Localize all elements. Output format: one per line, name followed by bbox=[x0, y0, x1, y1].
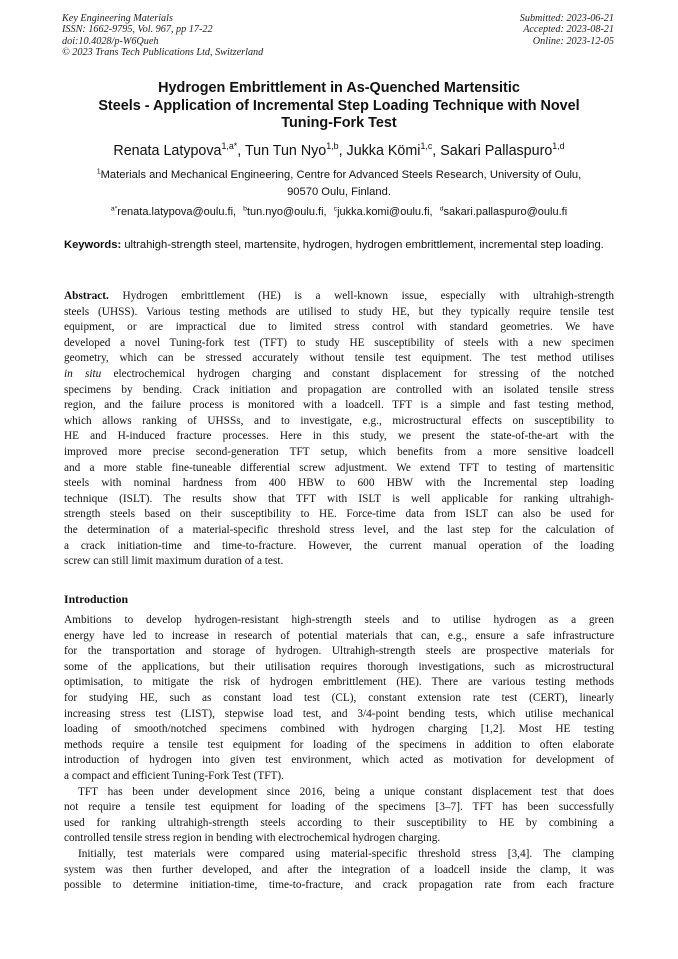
intro-line: Ambitions to develop hydrogen-resistant high-strength steels and to utilise hydrogen as a green bbox=[64, 614, 614, 626]
section-heading-introduction: Introduction bbox=[64, 592, 129, 606]
abstract-line: region, and the failure process is monitored with a loadcell. TFT is a simple and fast testing method, bbox=[64, 399, 614, 412]
email-entry[interactable] bbox=[111, 206, 236, 218]
abstract-line: developed a novel Tuning-fork test (TFT) to study HE susceptibility of steels with a new specimen bbox=[64, 336, 614, 349]
keywords-label: Keywords: bbox=[64, 239, 122, 251]
keywords bbox=[64, 238, 614, 254]
author-name: Tun Tun Nyo bbox=[244, 143, 327, 159]
author-separator: , bbox=[338, 143, 347, 159]
abstract-line-text: Hydrogen embrittlement (HE) is a well-known issue, especially with ultrahigh-strength bbox=[108, 290, 614, 302]
email-entry[interactable] bbox=[334, 206, 433, 218]
author-name: Sakari Pallaspuro bbox=[440, 143, 553, 159]
intro-line: system was then further developed, and after the integration of a loadcell inside the clamp, it was bbox=[64, 863, 614, 876]
introduction-body bbox=[64, 613, 614, 894]
intro-line: some of the applications, but their utilisation requires thorough investigations, such as microstructural bbox=[64, 660, 614, 673]
intro-line: for the transportation and storage of hydrogen. Ultrahigh-strength steels are prospective materials for bbox=[64, 645, 614, 658]
abstract-line bbox=[64, 289, 614, 305]
submitted-date: Submitted: 2023-06-21 bbox=[519, 13, 614, 24]
author-list bbox=[30, 141, 648, 161]
intro-line: loading of smooth/notched specimens combined with hydrogen charging [1,2]. Most HE testing bbox=[64, 723, 614, 736]
online-date: Online: 2023-12-05 bbox=[532, 35, 614, 47]
intro-line: a compact and efficient Tuning-Fork Test (TFT). bbox=[64, 769, 284, 782]
author-affiliation-mark: 1,d bbox=[552, 141, 565, 152]
email-entry[interactable] bbox=[243, 206, 326, 218]
abstract-line: screw can still limit maximum duration of a test. bbox=[64, 555, 284, 568]
abstract-line: technique (ISLT). The results show that TFT with ISLT is well applicable for ranking ultrahigh- bbox=[64, 492, 614, 505]
abstract-line: equipment, or are impractical due to limited stress control with standard geometries. We have bbox=[64, 321, 614, 334]
intro-line: optimisation, to mitigate the risk of hydrogen embrittlement (HE). There are various testing methods bbox=[64, 676, 614, 689]
abstract-line: which allows ranking of UHSSs, and to investigate, e.g., microstructural effects on susceptibility to bbox=[64, 414, 614, 427]
intro-line: possible to determine initiation-time, time-to-fracture, and crack propagation rate from each fracture bbox=[64, 879, 614, 892]
author-affiliation-mark: 1,b bbox=[326, 141, 339, 152]
affiliation bbox=[50, 167, 628, 200]
journal-issn: ISSN: 1662-9795, Vol. 967, pp 17-22 bbox=[62, 24, 213, 36]
abstract-line: specimens by bending. Crack initiation and propagation are controlled with an isolated tensile stress bbox=[64, 383, 614, 396]
email-mark: d bbox=[439, 205, 444, 213]
email-address: jukka.komi@oulu.fi, bbox=[337, 206, 433, 218]
intro-line: increasing stress test (LIST), stepwise load test, and 3/4-point bending tests, which utilise mechanical bbox=[64, 707, 614, 720]
email-mark: b bbox=[243, 205, 247, 213]
abstract-line: a crack initiation-time and time-to-fracture. However, the current manual operation of the loading bbox=[64, 539, 614, 552]
keywords-text: ultrahigh-strength steel, martensite, hydrogen, hydrogen embrittlement, incremental step loading. bbox=[124, 239, 604, 251]
affiliation-line bbox=[50, 167, 628, 184]
abstract-line: the determination of a material-specific threshold stress level, and the last step for the calculation of bbox=[64, 523, 614, 536]
intro-line: energy have led to increase in research of potential materials that can, e.g., ensure a safe infrastructure bbox=[64, 629, 614, 642]
author-name: Renata Latypova bbox=[113, 143, 222, 159]
email-mark: c bbox=[333, 205, 338, 213]
intro-line: for studying HE, such as constant load test (CL), constant extension rate test (CERT), linearly bbox=[64, 691, 614, 704]
abstract-line: steels with nominal hardness from 400 HBW to 600 HBW with the Incremental step loading bbox=[64, 477, 614, 490]
abstract-line: steels (UHSS). Various testing methods are utilised to study HE, but they typically require tensile test bbox=[64, 305, 614, 318]
author-separator: , bbox=[432, 143, 441, 159]
abstract-line: in situ electrochemical hydrogen charging and constant displacement for stressing of the notched bbox=[64, 367, 615, 380]
title-line: Steels - Application of Incremental Step Loading Technique with Novel bbox=[98, 97, 580, 114]
email-address: sakari.pallaspuro@oulu.fi bbox=[443, 206, 568, 218]
abstract-line: improved more precise second-generation TFT setup, which benefits from a more sensitive loadcell bbox=[64, 445, 614, 458]
dates-header bbox=[520, 13, 614, 47]
email-address: renata.latypova@oulu.fi, bbox=[117, 206, 237, 218]
abstract bbox=[64, 289, 614, 570]
abstract-label: Abstract. bbox=[64, 290, 109, 302]
affiliation-mark: 1 bbox=[96, 168, 101, 176]
intro-line: not require a tensile test equipment for loading of the specimens [3–7]. TFT has been successfully bbox=[64, 801, 614, 814]
affiliation-line: 90570 Oulu, Finland. bbox=[287, 185, 391, 198]
intro-line: used for ranking ultrahigh-strength steels according to their susceptibility to HE by combining a bbox=[64, 816, 614, 829]
intro-line: introduction of hydrogen into given test environment, which acted as motivation for development of bbox=[64, 754, 614, 767]
author-name: Jukka Kömi bbox=[346, 143, 421, 159]
journal-copyright: © 2023 Trans Tech Publications Ltd, Switzerland bbox=[62, 47, 264, 59]
affiliation-text: Materials and Mechanical Engineering, Centre for Advanced Steels Research, University of Oulu, bbox=[100, 169, 582, 181]
email-address: tun.nyo@oulu.fi, bbox=[246, 206, 327, 218]
journal-header bbox=[62, 13, 263, 59]
email-entry[interactable] bbox=[440, 206, 567, 218]
accepted-date: Accepted: 2023-08-21 bbox=[523, 24, 614, 36]
paper-title bbox=[40, 80, 638, 133]
abstract-line: and a more stable fine-tuneable differential screw adjustment. We extend TFT to testing of martensitic bbox=[64, 461, 614, 474]
intro-line: TFT has been under development since 2016, being a unique constant displacement test that does bbox=[78, 785, 614, 798]
abstract-line: HE and H-induced fracture processes. Here in this study, we present the state-of-the-art with the bbox=[64, 430, 614, 443]
abstract-line: strength steels based on their susceptibility to HE. Force-time data from ISLT can also be used for bbox=[64, 508, 614, 521]
journal-doi[interactable]: doi:10.4028/p-W6Queh bbox=[62, 35, 159, 47]
email-list bbox=[30, 205, 648, 220]
title-line: Tuning-Fork Test bbox=[281, 115, 397, 131]
intro-line: controlled tensile stress region in bending with electrochemical hydrogen charging. bbox=[64, 832, 441, 845]
journal-name: Key Engineering Materials bbox=[62, 13, 173, 24]
author-affiliation-mark: 1,a* bbox=[221, 141, 238, 152]
email-mark: a* bbox=[110, 205, 118, 213]
abstract-line: geometry, which can be stressed accurately without tensile test equipment. The test method utilises bbox=[64, 352, 614, 365]
author-separator: , bbox=[237, 143, 245, 159]
intro-line: methods require a tensile test equipment for loading of the specimens in addition to often elaborate bbox=[64, 738, 614, 751]
intro-line: Initially, test materials were compared using material-specific threshold stress [3,4]. The clamping bbox=[78, 847, 614, 860]
author-affiliation-mark: 1,c bbox=[420, 141, 433, 152]
title-line: Hydrogen Embrittlement in As-Quenched Martensitic bbox=[158, 80, 520, 96]
